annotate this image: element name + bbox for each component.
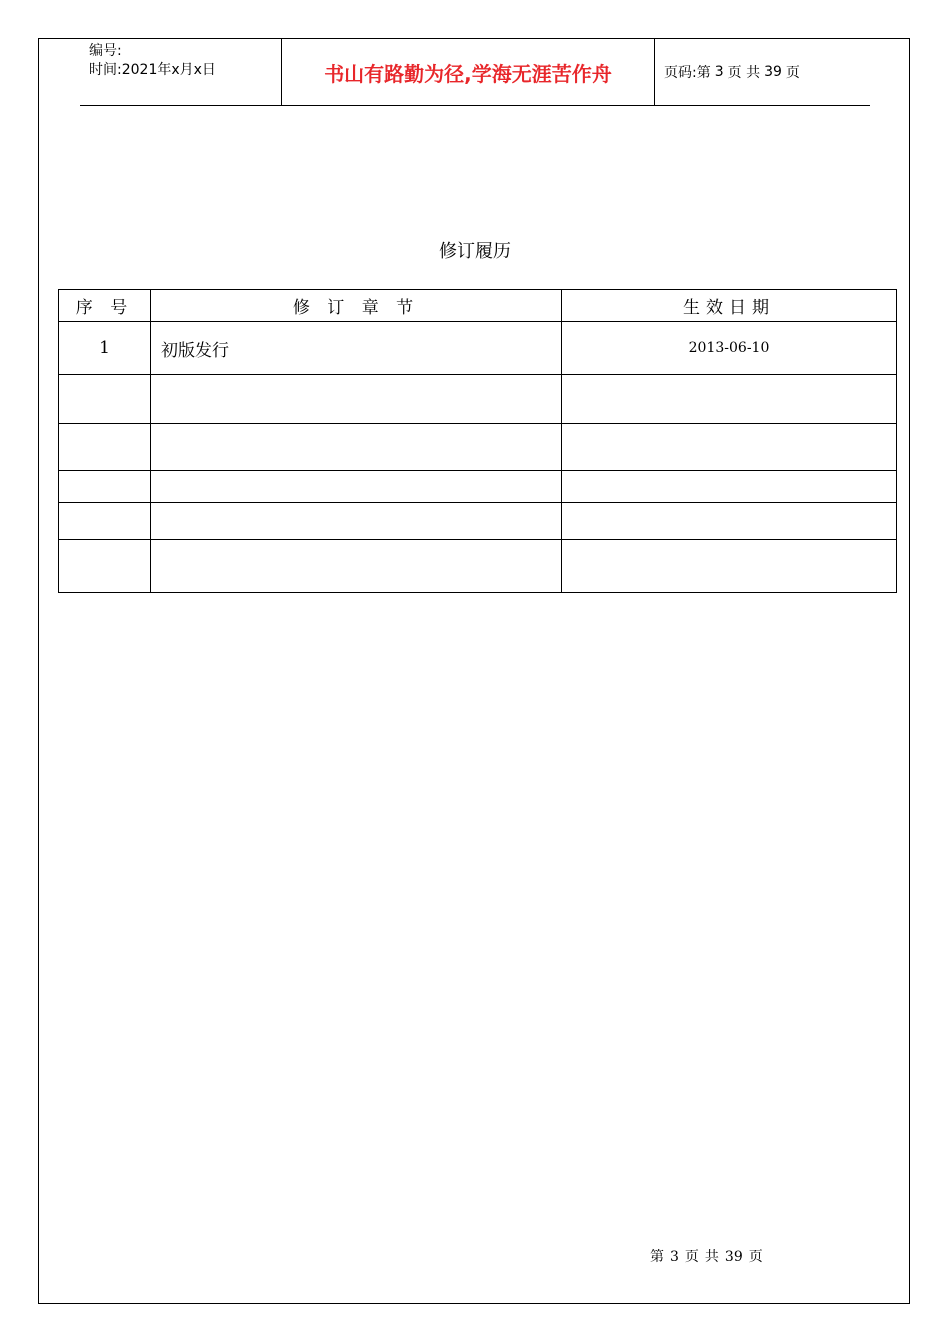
cell-date: 2013-06-10 [562,322,897,375]
page-current: 3 [714,64,724,80]
page-mid: 页 共 [727,65,761,81]
page-footer [650,1246,769,1266]
table-row [59,540,897,593]
cell-section [151,471,562,503]
column-header-no: 序 号 [59,290,151,322]
table-header-row [59,290,897,322]
footer-total: 39 [724,1249,743,1265]
document-date [89,61,284,80]
footer-prefix: 第 [650,1249,664,1265]
page-frame [38,38,910,1304]
table-row [59,322,897,375]
header-page-number [664,38,864,106]
cell-no: 1 [59,322,151,375]
date-label: 时间: [89,62,122,78]
table-row [59,424,897,471]
cell-no [59,540,151,593]
page-prefix: 页码:第 [664,65,711,81]
revision-table [58,289,897,593]
table-row [59,375,897,424]
cell-no [59,375,151,424]
table-row [59,503,897,540]
cell-no [59,424,151,471]
footer-page-word: 页 [684,1249,699,1265]
cell-section [151,375,562,424]
cell-date [562,540,897,593]
cell-section [151,503,562,540]
cell-no [59,471,151,503]
footer-suffix: 页 [748,1249,763,1265]
cell-no [59,503,151,540]
page-total: 39 [764,64,782,80]
page-title: 修订履历 [439,241,511,262]
cell-section [151,540,562,593]
date-value: 2021年x月x日 [121,62,216,78]
document-number-label: 编号: [89,43,122,59]
column-header-date: 生效日期 [562,290,897,322]
page-header [80,38,870,106]
cell-section [151,424,562,471]
cell-date [562,375,897,424]
column-header-section: 修 订 章 节 [151,290,562,322]
cell-date [562,471,897,503]
footer-current: 3 [670,1249,679,1265]
table-row [59,471,897,503]
page-suffix: 页 [785,65,800,81]
header-divider-right [654,38,655,106]
footer-total-word: 共 [704,1249,719,1265]
cell-section: 初版发行 [151,322,562,375]
cell-date [562,503,897,540]
header-meta [89,42,284,80]
cell-date [562,424,897,471]
header-motto: 书山有路勤为径,学海无涯苦作舟 [324,61,612,86]
